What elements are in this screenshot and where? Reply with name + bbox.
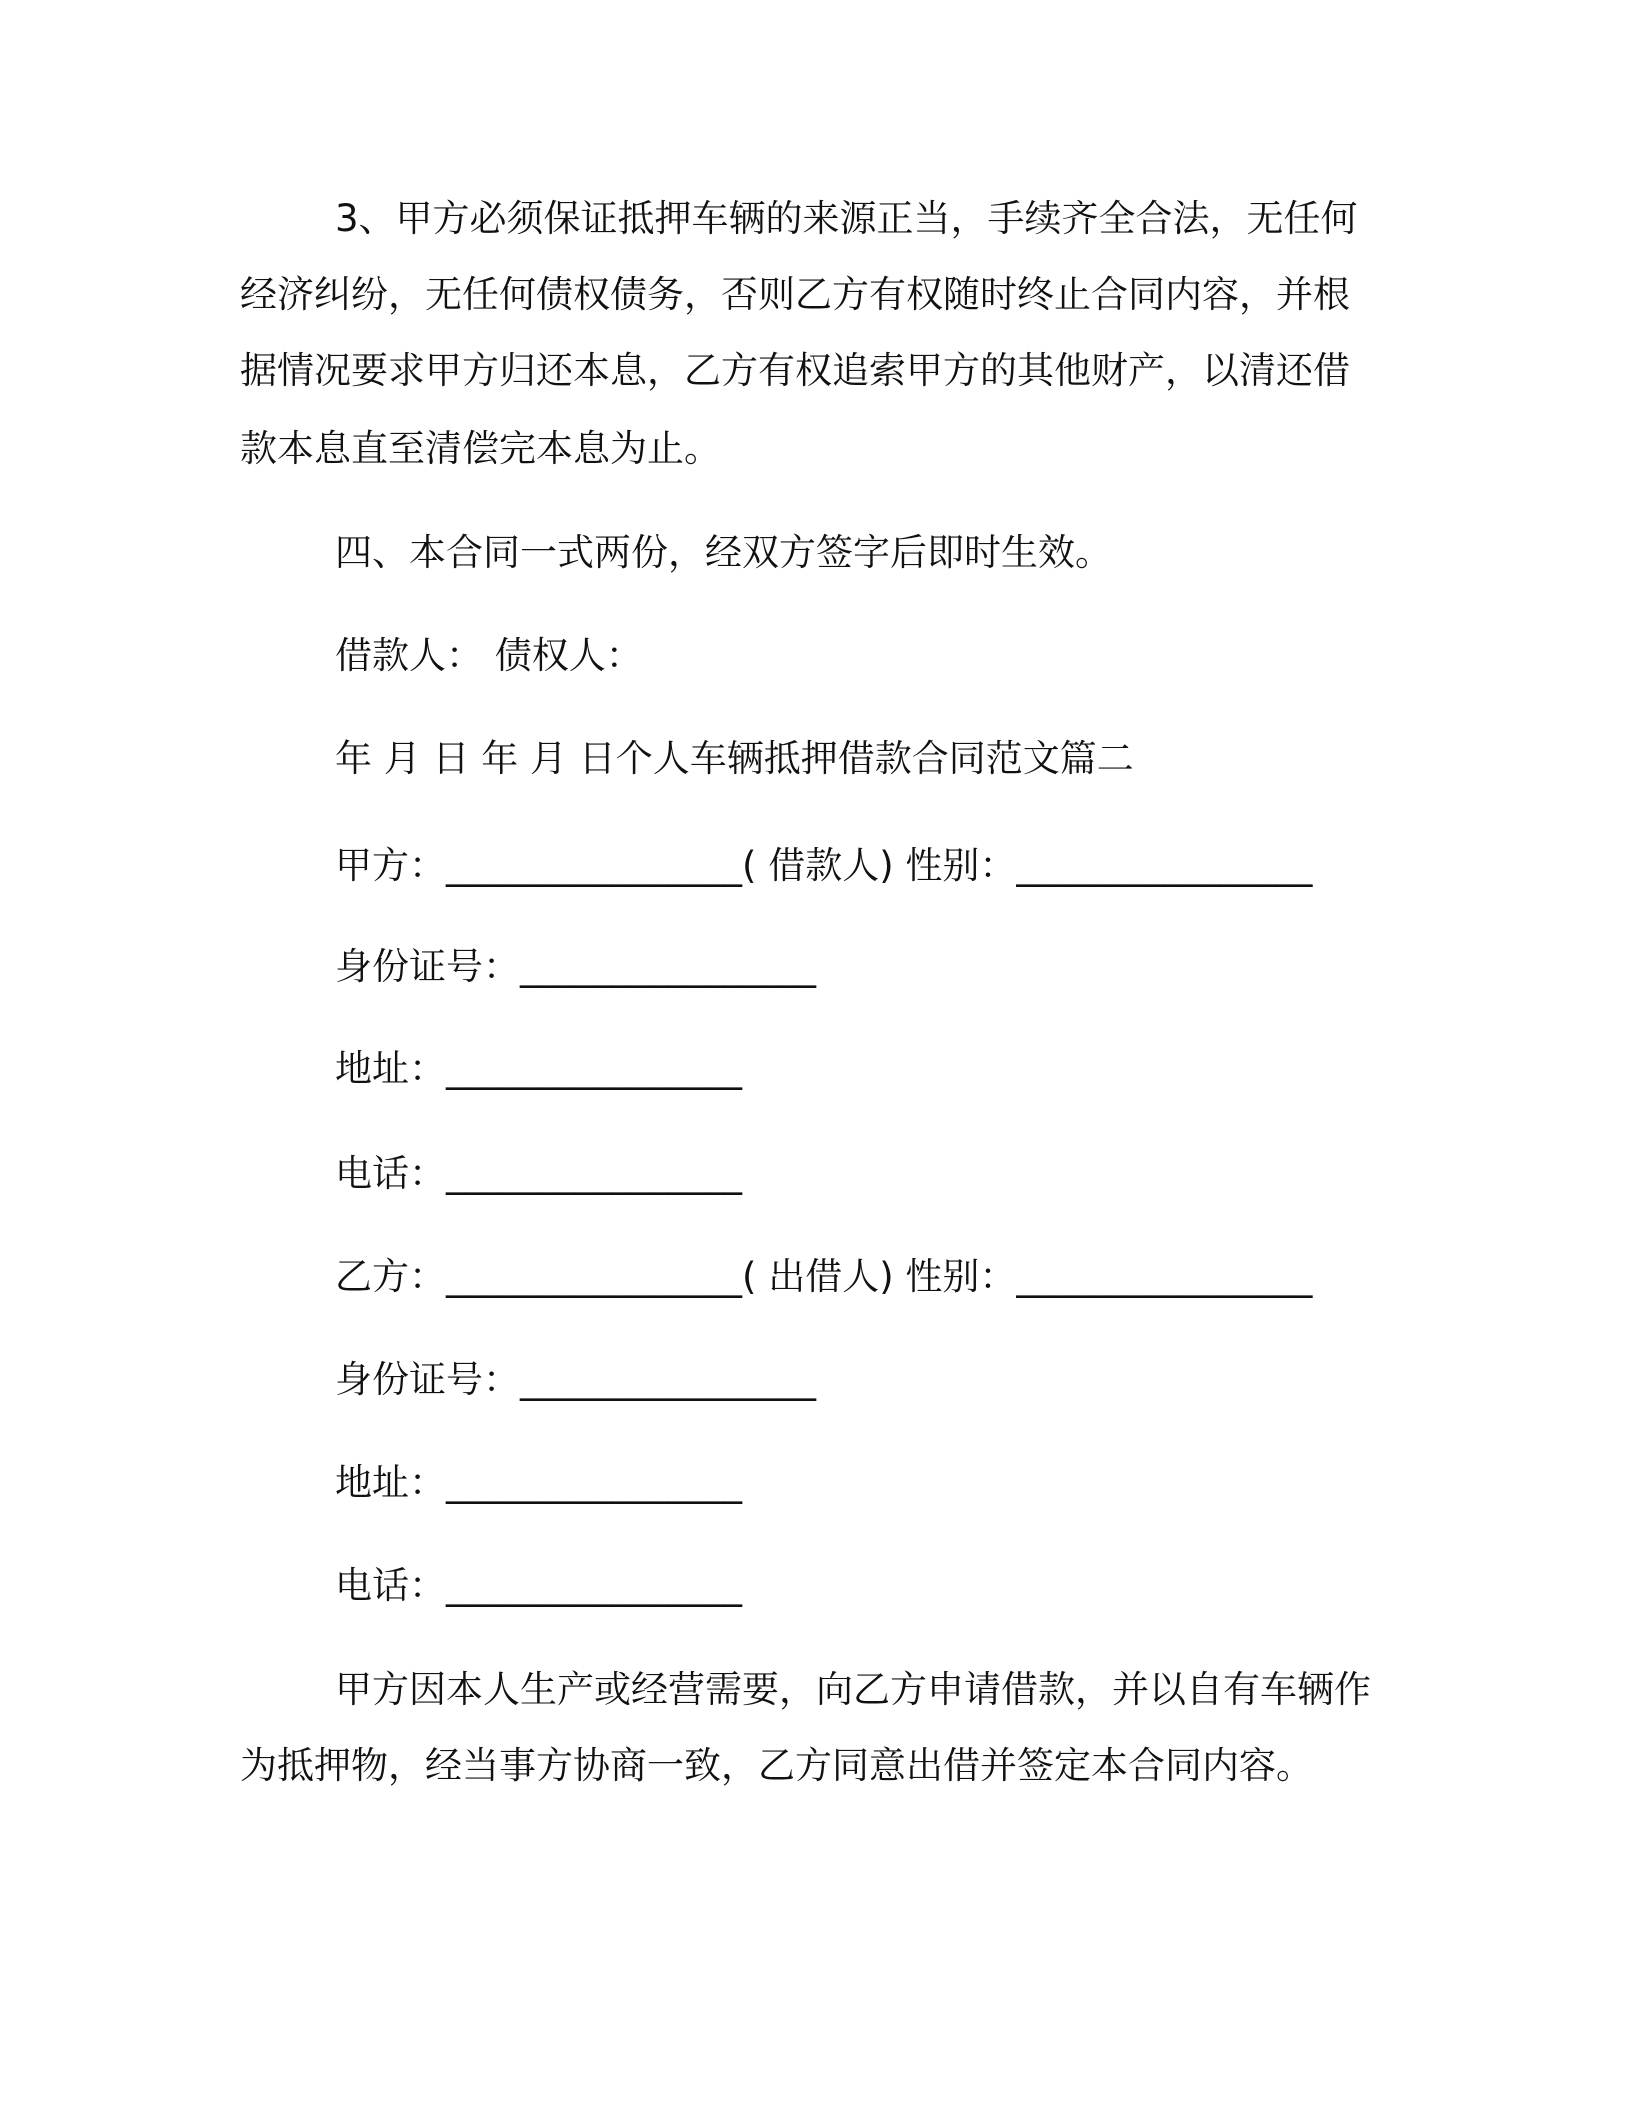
clause-3-line-2: 经济纠纷，无任何债权债务，否则乙方有权随时终止合同内容，并根	[240, 273, 1350, 316]
clause-4: 四、本合同一式两份，经双方签字后即时生效。	[335, 531, 1112, 574]
preamble-line-2: 为抵押物，经当事方协商一致，乙方同意出借并签定本合同内容。	[240, 1744, 1313, 1787]
clause-3-line-1: 3、甲方必须保证抵押车辆的来源正当，手续齐全合法，无任何	[335, 197, 1358, 240]
party-b-name-line: 乙方：________________( 出借人) 性别：________________	[335, 1255, 1313, 1298]
party-a-address-line: 地址：________________	[335, 1047, 742, 1090]
preamble-line-1: 甲方因本人生产或经营需要，向乙方申请借款，并以自有车辆作	[335, 1668, 1371, 1711]
party-a-id-line: 身份证号：________________	[335, 945, 816, 988]
clause-3-line-3: 据情况要求甲方归还本息，乙方有权追索甲方的其他财产，以清还借	[240, 349, 1350, 392]
clause-3-line-4: 款本息直至清偿完本息为止。	[240, 427, 721, 470]
party-a-name-line: 甲方：________________( 借款人) 性别：________________	[335, 844, 1313, 887]
signature-labels: 借款人： 债权人：	[335, 634, 643, 677]
party-a-phone-line: 电话：________________	[335, 1152, 742, 1195]
party-b-id-line: 身份证号：________________	[335, 1358, 816, 1401]
date-and-section-title: 年 月 日 年 月 日个人车辆抵押借款合同范文篇二	[335, 737, 1134, 780]
party-b-phone-line: 电话：________________	[335, 1564, 742, 1607]
party-b-address-line: 地址：________________	[335, 1461, 742, 1504]
